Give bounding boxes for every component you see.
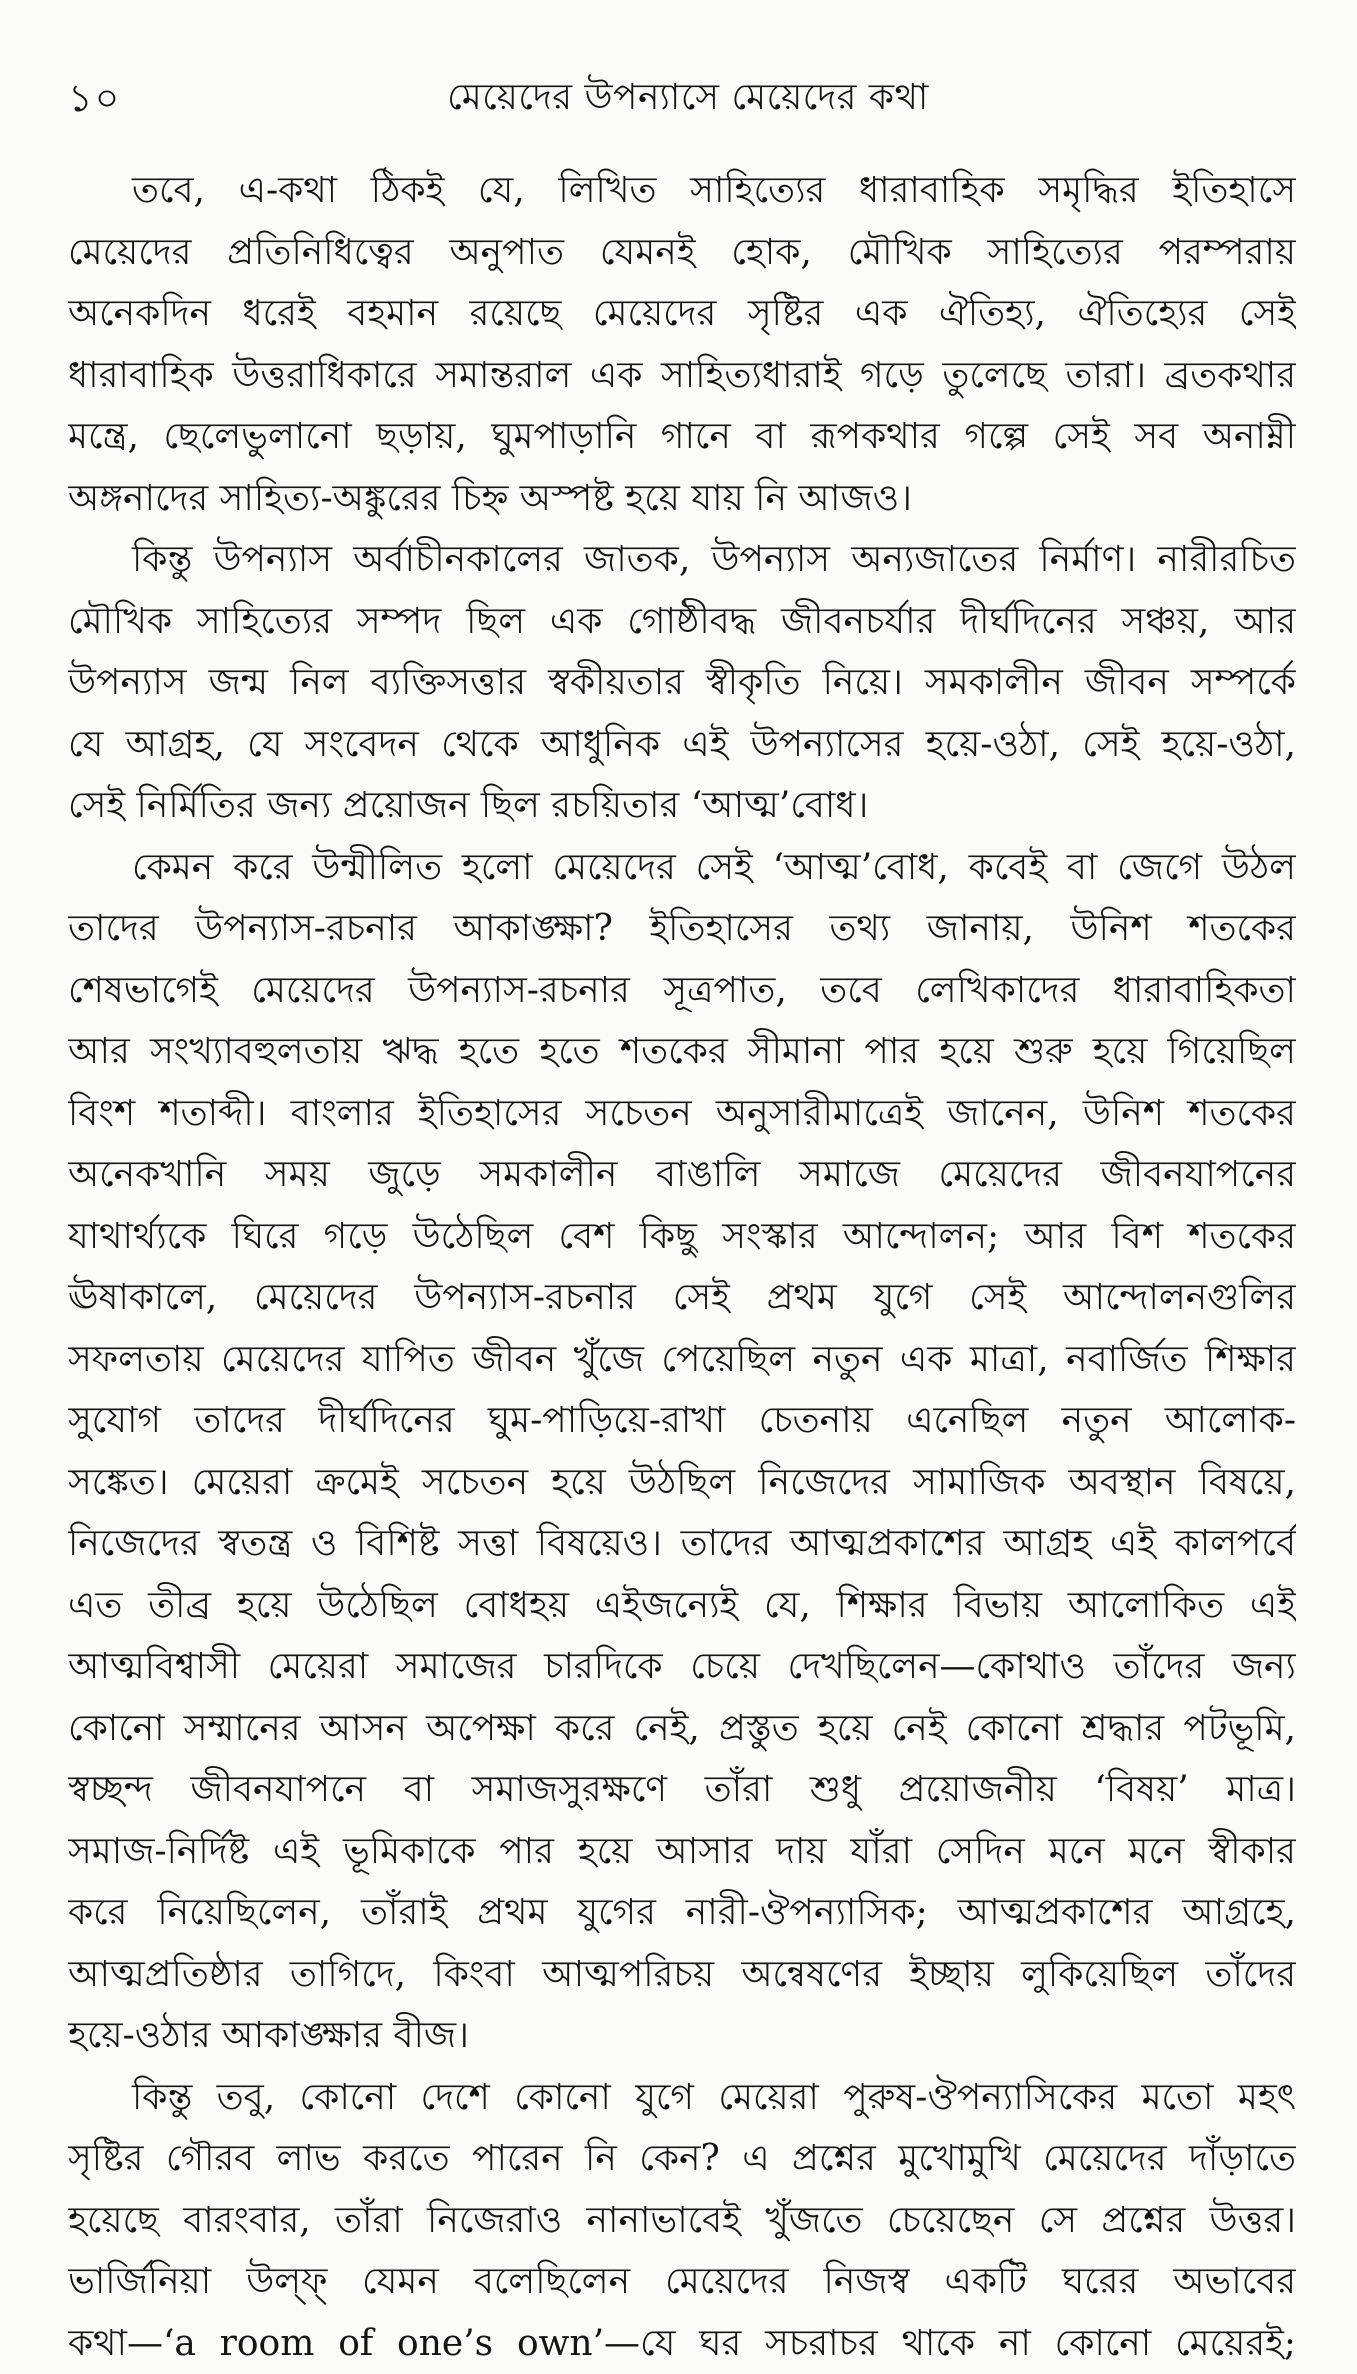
text-line: স্বচ্ছন্দ জীবনযাপনে বা সমাজসুরক্ষণে তাঁরা শুধু প্রয়োজনীয় ‘বিষয়’ মাত্র। xyxy=(68,1759,1296,1821)
text-line: নিজেদের স্বতন্ত্র ও বিশিষ্ট সত্তা বিষয়েও। তাদের আত্মপ্রকাশের আগ্রহ এই কালপর্বে xyxy=(68,1513,1296,1575)
text-line: আত্মপ্রতিষ্ঠার তাগিদে, কিংবা আত্মপরিচয় অন্বেষণের ইচ্ছায় লুকিয়েছিল তাঁদের xyxy=(68,1944,1296,2006)
text-line: হয়েছে বারংবার, তাঁরা নিজেরাও নানাভাবেই খুঁজতে চেয়েছেন সে প্রশ্নের উত্তর। xyxy=(68,2190,1296,2252)
text-line: তাদের উপন্যাস-রচনার আকাঙ্ক্ষা? ইতিহাসের তথ্য জানায়, উনিশ শতকের xyxy=(68,898,1296,960)
text-line: এত তীব্র হয়ে উঠেছিল বোধহয় এইজন্যেই যে, শিক্ষার বিভায় আলোকিত এই xyxy=(68,1575,1296,1637)
text-line: ধারাবাহিক উত্তরাধিকারে সমান্তরাল এক সাহিত্যধারাই গড়ে তুলেছে তারা। ব্রতকথার xyxy=(68,345,1296,407)
text-line: কথা—‘a room of one’s own’—যে ঘর সচরাচর থাকে না কোনো মেয়েরই; xyxy=(68,2313,1296,2374)
paragraph-1 xyxy=(68,160,1296,529)
text-line: যাথার্থ্যকে ঘিরে গড়ে উঠেছিল বেশ কিছু সংস্কার আন্দোলন; আর বিশ শতকের xyxy=(68,1206,1296,1268)
text-line: অনেকদিন ধরেই বহমান রয়েছে মেয়েদের সৃষ্টির এক ঐতিহ্য, ঐতিহ্যের সেই xyxy=(68,283,1296,345)
page-header xyxy=(68,68,1308,128)
text-line: মৌখিক সাহিত্যের সম্পদ ছিল এক গোষ্ঠীবদ্ধ জীবনচর্যার দীর্ঘদিনের সঞ্চয়, আর xyxy=(68,591,1296,653)
text-line: করে নিয়েছিলেন, তাঁরাই প্রথম যুগের নারী-ঔপন্যাসিক; আত্মপ্রকাশের আগ্রহে, xyxy=(68,1882,1296,1944)
body-text xyxy=(68,160,1296,2374)
text-line: আত্মবিশ্বাসী মেয়েরা সমাজের চারদিকে চেয়ে দেখছিলেন—কোথাও তাঁদের জন্য xyxy=(68,1636,1296,1698)
text-line: মন্ত্রে, ছেলেভুলানো ছড়ায়, ঘুমপাড়ানি গানে বা রূপকথার গল্পে সেই সব অনাম্নী xyxy=(68,406,1296,468)
paragraph-3 xyxy=(68,837,1296,2067)
text-line: শেষভাগেই মেয়েদের উপন্যাস-রচনার সূত্রপাত, তবে লেখিকাদের ধারাবাহিকতা xyxy=(68,960,1296,1022)
paragraph-2 xyxy=(68,529,1296,837)
text-line: সেই নির্মিতির জন্য প্রয়োজন ছিল রচয়িতার ‘আত্ম’বোধ। xyxy=(68,775,1296,837)
paragraph-4 xyxy=(68,2067,1296,2374)
text-line: কেমন করে উন্মীলিত হলো মেয়েদের সেই ‘আত্ম’বোধ, কবেই বা জেগে উঠল xyxy=(68,837,1296,899)
text-line: উপন্যাস জন্ম নিল ব্যক্তিসত্তার স্বকীয়তার স্বীকৃতি নিয়ে। সমকালীন জীবন সম্পর্কে xyxy=(68,652,1296,714)
text-line: যে আগ্রহ, যে সংবেদন থেকে আধুনিক এই উপন্যাসের হয়ে-ওঠা, সেই হয়ে-ওঠা, xyxy=(68,714,1296,776)
text-line: ভার্জিনিয়া উল্‌ফ্ যেমন বলেছিলেন মেয়েদের নিজস্ব একটি ঘরের অভাবের xyxy=(68,2251,1296,2313)
text-line: বিংশ শতাব্দী। বাংলার ইতিহাসের সচেতন অনুসারীমাত্রেই জানেন, উনিশ শতকের xyxy=(68,1083,1296,1145)
text-line: সফলতায় মেয়েদের যাপিত জীবন খুঁজে পেয়েছিল নতুন এক মাত্রা, নবার্জিত শিক্ষার xyxy=(68,1329,1296,1391)
text-line: সৃষ্টির গৌরব লাভ করতে পারেন নি কেন? এ প্রশ্নের মুখোমুখি মেয়েদের দাঁড়াতে xyxy=(68,2128,1296,2190)
page-number: ১০ xyxy=(68,68,121,128)
text-line: তবে, এ-কথা ঠিকই যে, লিখিত সাহিত্যের ধারাবাহিক সমৃদ্ধির ইতিহাসে xyxy=(68,160,1296,222)
text-line: অঙ্গনাদের সাহিত্য-অঙ্কুরের চিহ্ন অস্পষ্ট হয়ে যায় নি আজও। xyxy=(68,468,1296,530)
text-line: কিন্তু উপন্যাস অর্বাচীনকালের জাতক, উপন্যাস অন্যজাতের নির্মাণ। নারীরচিত xyxy=(68,529,1296,591)
text-line: সঙ্কেত। মেয়েরা ক্রমেই সচেতন হয়ে উঠছিল নিজেদের সামাজিক অবস্থান বিষয়ে, xyxy=(68,1452,1296,1514)
text-line: কিন্তু তবু, কোনো দেশে কোনো যুগে মেয়েরা পুরুষ-ঔপন্যাসিকের মতো মহৎ xyxy=(68,2067,1296,2129)
running-title: মেয়েদের উপন্যাসে মেয়েদের কথা xyxy=(68,68,1308,128)
text-line: মেয়েদের প্রতিনিধিত্বের অনুপাত যেমনই হোক, মৌখিক সাহিত্যের পরম্পরায় xyxy=(68,222,1296,284)
text-line: সমাজ-নির্দিষ্ট এই ভূমিকাকে পার হয়ে আসার দায় যাঁরা সেদিন মনে মনে স্বীকার xyxy=(68,1821,1296,1883)
text-line: আর সংখ্যাবহুলতায় ঋদ্ধ হতে হতে শতকের সীমানা পার হয়ে শুরু হয়ে গিয়েছিল xyxy=(68,1021,1296,1083)
text-line: সুযোগ তাদের দীর্ঘদিনের ঘুম-পাড়িয়ে-রাখা চেতনায় এনেছিল নতুন আলোক- xyxy=(68,1390,1296,1452)
text-line: হয়ে-ওঠার আকাঙ্ক্ষার বীজ। xyxy=(68,2005,1296,2067)
text-line: ঊষাকালে, মেয়েদের উপন্যাস-রচনার সেই প্রথম যুগে সেই আন্দোলনগুলির xyxy=(68,1267,1296,1329)
text-line: কোনো সম্মানের আসন অপেক্ষা করে নেই, প্রস্তুত হয়ে নেই কোনো শ্রদ্ধার পটভূমি, xyxy=(68,1698,1296,1760)
text-line: অনেকখানি সময় জুড়ে সমকালীন বাঙালি সমাজে মেয়েদের জীবনযাপনের xyxy=(68,1144,1296,1206)
